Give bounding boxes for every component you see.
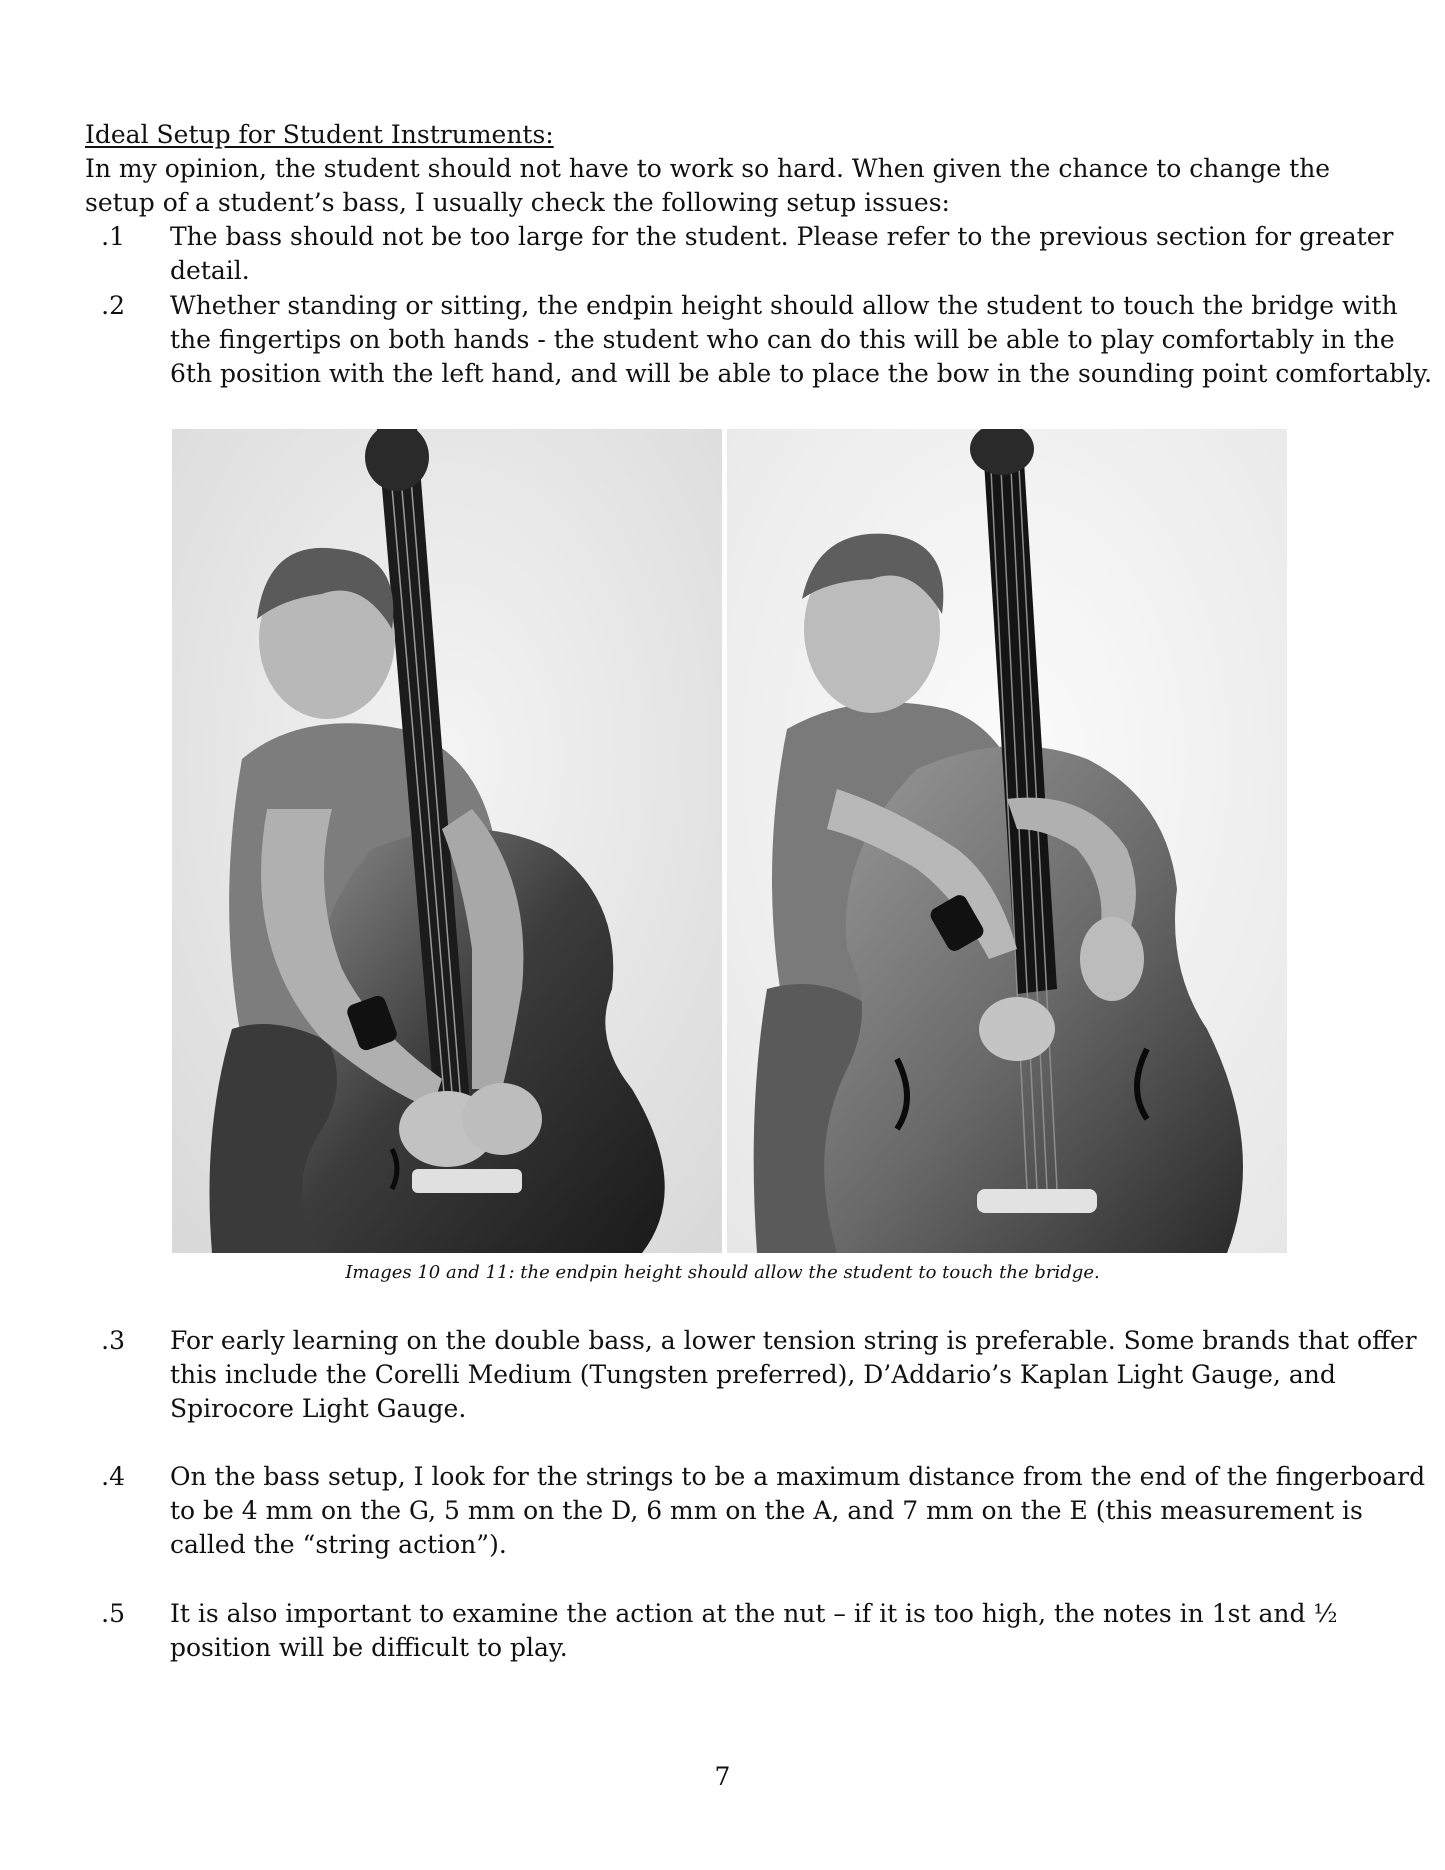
list-text: The bass should not be too large for the student. Please refer to the previous section for greater detail.: [170, 222, 1394, 285]
student-with-bass-photo-right: [727, 429, 1287, 1253]
section-heading: Ideal Setup for Student Instruments:: [85, 120, 554, 149]
photo-image-10: [172, 429, 722, 1253]
list-text: On the bass setup, I look for the strings to be a maximum distance from the end of the fingerboard to be 4 mm on the G, 5 mm on the D, 6 mm on the A, and 7 mm on the E (this measurement is called the “string action”).: [170, 1462, 1426, 1559]
student-with-bass-photo-left: [172, 429, 722, 1253]
list-text: Whether standing or sitting, the endpin height should allow the student to touch the bridge with the fingertips on both hands - the student who can do this will be able to play comfortably in the 6th position with the left hand, and will be able to place the bow in the sounding point comfortably.: [170, 291, 1433, 388]
page-number: 7: [714, 1762, 731, 1791]
photo-image-11: [727, 429, 1287, 1253]
list-text: For early learning on the double bass, a lower tension string is preferable. Some brands that offer this include the Corelli Medium (Tungsten preferred), D’Addario’s Kaplan Light Gauge, and Spirocore Light Gauge.: [170, 1326, 1417, 1423]
document-page: Ideal Setup for Student Instruments: In my opinion, the student should not have to work so hard. When given the chance to change the setup of a student’s bass, I usually check the following setup issues: 1. The bass should not be too large for the student. Please refer to the previous section for greater detail. 2. Whether standing or sitting, the endpin height should allow the student to touch the bridge with the fingertips on both hands - the student who can do this will be able to play comfortably in the 6th position with the left hand, and will be able to place the bow in the sounding point comfortably. Images 10 and 11: the endpin height should allow the student to touch the bridge. 3. For early learning on the double bass, a lower tension string is preferable. Some brands that offer this include the Corelli Medium (Tungsten preferred), D’Addario’s Kaplan Light Gauge, and Spirocore Light Gauge. 4. On the bass setup, I look for the strings to be a maximum distance from the end of the fingerboard to be 4 mm on the G, 5 mm on the D, 6 mm on the A, and 7 mm on the E (this measurement is called the “string action”). 5. It is also important to examine the action at the nut – if it is too high, the notes in 1st and ½ position will be difficult to play. 7: [0, 0, 1445, 1870]
figure-caption: Images 10 and 11: the endpin height should allow the student to touch the bridge.: [345, 1262, 1100, 1283]
list-text: It is also important to examine the action at the nut – if it is too high, the notes in 1st and ½ position will be difficult to play.: [170, 1599, 1338, 1662]
intro-paragraph: In my opinion, the student should not have to work so hard. When given the chance to change the setup of a student’s bass, I usually check the following setup issues:: [85, 154, 1331, 217]
